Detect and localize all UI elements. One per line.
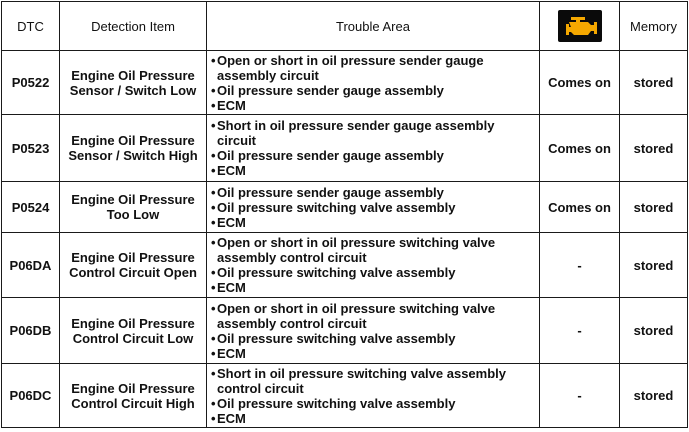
table-row — [2, 298, 688, 364]
trouble-item: • Oil pressure switching valve assembly — [211, 200, 539, 215]
trouble-item: • Open or short in oil pressure switching valve assembly control circuit — [211, 301, 539, 331]
trouble-item: • Short in oil pressure switching valve assembly control circuit — [211, 366, 539, 396]
detection-item — [60, 51, 207, 115]
dtc-code: P0524 — [2, 182, 60, 233]
dtc-code: P0523 — [2, 115, 60, 182]
trouble-area — [207, 115, 540, 182]
detection-item — [60, 298, 207, 364]
detection-line: Control Circuit Low — [72, 330, 194, 346]
header-dtc: DTC — [2, 2, 60, 51]
trouble-item: • ECM — [211, 215, 539, 230]
trouble-item: • Oil pressure sender gauge assembly — [211, 83, 539, 98]
header-trouble-area: Trouble Area — [207, 2, 540, 51]
dtc-code: P0522 — [2, 51, 60, 115]
mil-status: - — [540, 364, 620, 428]
detection-line: Engine Oil Pressure — [71, 133, 195, 148]
trouble-item: • ECM — [211, 280, 539, 295]
trouble-item: • Oil pressure sender gauge assembly — [211, 148, 539, 163]
detection-line: Too Low — [106, 207, 160, 222]
header-row — [2, 2, 688, 51]
dtc-code: P06DB — [2, 298, 60, 364]
detection-line: Engine Oil Pressure — [71, 380, 195, 396]
trouble-item: • ECM — [211, 98, 539, 113]
trouble-area — [207, 233, 540, 298]
mil-status: - — [540, 298, 620, 364]
detection-item — [60, 115, 207, 182]
memory-status: stored — [620, 182, 688, 233]
memory-status: stored — [620, 233, 688, 298]
table-row — [2, 182, 688, 233]
mil-status: Comes on — [540, 182, 620, 233]
trouble-item: • Oil pressure sender gauge assembly — [211, 185, 539, 200]
trouble-item: • Oil pressure switching valve assembly — [211, 396, 539, 411]
detection-line: Engine Oil Pressure — [71, 67, 195, 83]
check-engine-icon — [558, 10, 602, 42]
mil-status: Comes on — [540, 115, 620, 182]
dtc-table — [1, 1, 688, 428]
trouble-item: • Open or short in oil pressure switching valve assembly control circuit — [211, 235, 539, 265]
header-mil — [540, 2, 620, 51]
trouble-item: • Short in oil pressure sender gauge assembly circuit — [211, 118, 539, 148]
mil-status: Comes on — [540, 51, 620, 115]
detection-line: Sensor / Switch High — [68, 148, 198, 163]
table-row — [2, 364, 688, 428]
header-detection-item: Detection Item — [60, 2, 207, 51]
detection-item — [60, 233, 207, 298]
trouble-item: • ECM — [211, 346, 539, 361]
detection-line: Control Circuit High — [71, 395, 195, 411]
memory-status: stored — [620, 115, 688, 182]
trouble-area — [207, 51, 540, 115]
detection-line: Sensor / Switch Low — [69, 82, 197, 98]
trouble-item: • ECM — [211, 411, 539, 426]
dtc-code: P06DA — [2, 233, 60, 298]
dtc-code: P06DC — [2, 364, 60, 428]
detection-line: Engine Oil Pressure — [71, 315, 195, 331]
detection-line: Control Circuit Open — [69, 265, 197, 280]
trouble-area — [207, 364, 540, 428]
header-memory: Memory — [620, 2, 688, 51]
detection-line: Engine Oil Pressure — [71, 192, 195, 207]
detection-item — [60, 364, 207, 428]
detection-item — [60, 182, 207, 233]
memory-status: stored — [620, 364, 688, 428]
memory-status: stored — [620, 298, 688, 364]
memory-status: stored — [620, 51, 688, 115]
detection-line: Engine Oil Pressure — [71, 250, 195, 265]
mil-status: - — [540, 233, 620, 298]
table-row — [2, 115, 688, 182]
table-row — [2, 233, 688, 298]
trouble-area — [207, 298, 540, 364]
trouble-item: • Open or short in oil pressure sender gauge assembly circuit — [211, 53, 539, 83]
trouble-item: • ECM — [211, 163, 539, 178]
trouble-area — [207, 182, 540, 233]
trouble-item: • Oil pressure switching valve assembly — [211, 265, 539, 280]
table-row — [2, 51, 688, 115]
trouble-item: • Oil pressure switching valve assembly — [211, 331, 539, 346]
